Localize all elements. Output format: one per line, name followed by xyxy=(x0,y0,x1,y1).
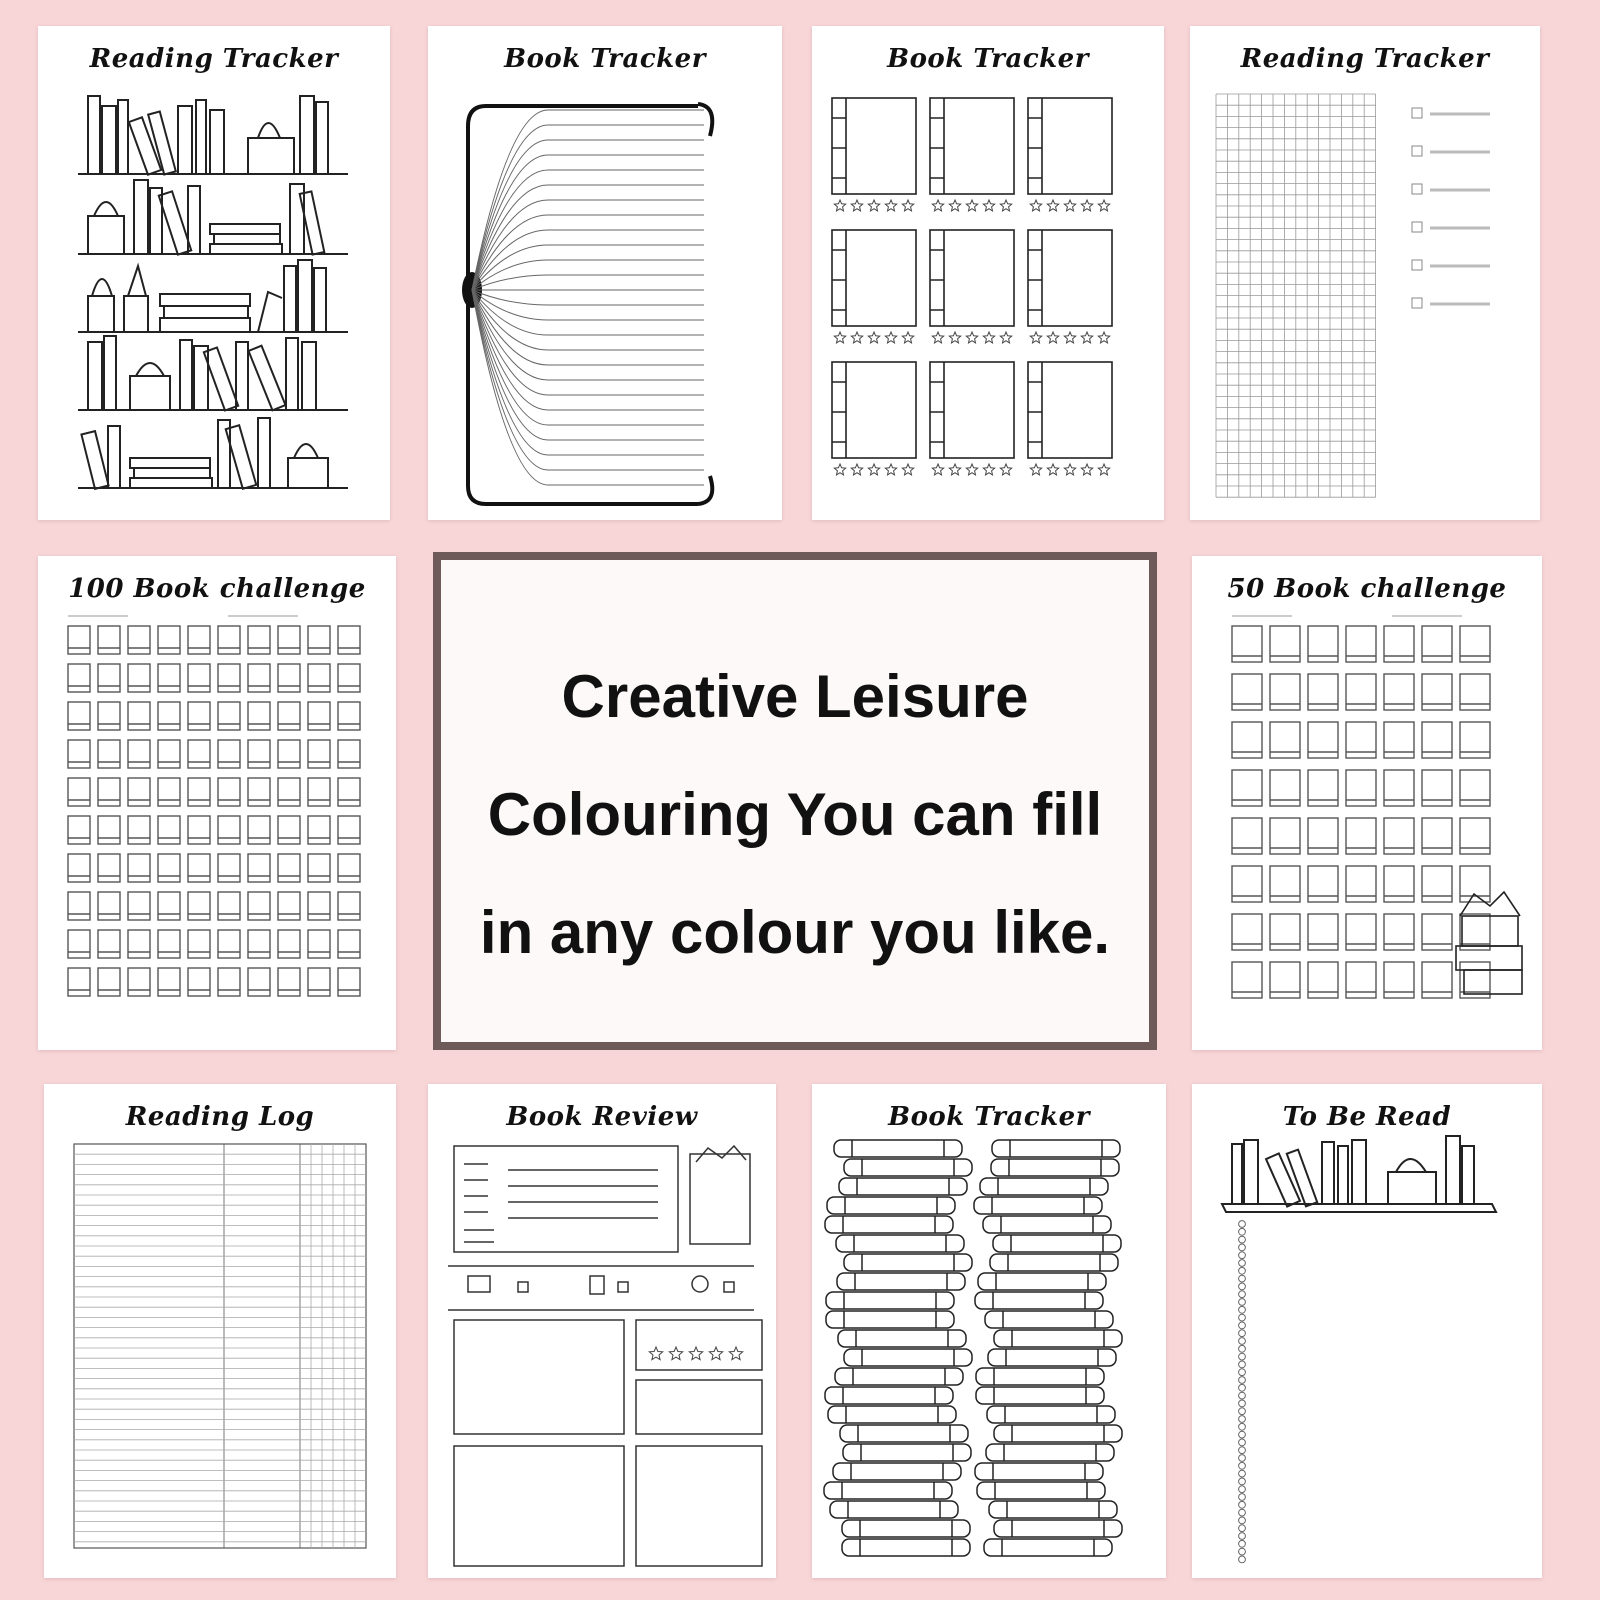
center-line-3: in any colour you like. xyxy=(479,899,1111,966)
book-checkbox-grid xyxy=(1192,556,1542,1050)
book-tracker-stacks-card xyxy=(812,1084,1166,1578)
center-message xyxy=(441,638,1149,992)
card-title: 100 Book challenge xyxy=(68,574,366,604)
hundred-book-challenge-card xyxy=(38,556,396,1050)
reading-log-table xyxy=(44,1084,396,1578)
book-checkbox-grid xyxy=(38,556,396,1050)
card-title: 50 Book challenge xyxy=(1227,574,1507,604)
book-stack-illustration xyxy=(812,1084,1166,1578)
book-review-card xyxy=(428,1084,776,1578)
open-book-illustration xyxy=(428,26,782,520)
center-line-2: Colouring You can fill xyxy=(487,781,1103,848)
fifty-book-challenge-card xyxy=(1192,556,1542,1050)
card-title: Book Review xyxy=(506,1102,698,1132)
card-title: Book Tracker xyxy=(504,44,706,74)
card-title: Reading Tracker xyxy=(1240,44,1490,74)
card-title: Reading Tracker xyxy=(89,44,339,74)
card-title: Reading Log xyxy=(125,1102,315,1132)
book-review-form xyxy=(428,1084,776,1578)
to-be-read-card xyxy=(1192,1084,1542,1578)
bookshelf-illustration xyxy=(38,26,390,520)
reading-tracker-shelves-card xyxy=(38,26,390,520)
card-title: To Be Read xyxy=(1282,1102,1452,1132)
reading-tracker-grid-card xyxy=(1190,26,1540,520)
card-title: Book Tracker xyxy=(888,1102,1090,1132)
card-title: Book Tracker xyxy=(887,44,1089,74)
tbr-shelf-illustration xyxy=(1192,1084,1542,1578)
page-count-grid xyxy=(1190,26,1540,520)
book-tracker-open-book-card xyxy=(428,26,782,520)
book-cover-grid xyxy=(812,26,1164,520)
center-line-1: Creative Leisure xyxy=(561,663,1029,730)
reading-log-card xyxy=(44,1084,396,1578)
center-message-panel xyxy=(433,552,1157,1050)
book-tracker-covers-card xyxy=(812,26,1164,520)
